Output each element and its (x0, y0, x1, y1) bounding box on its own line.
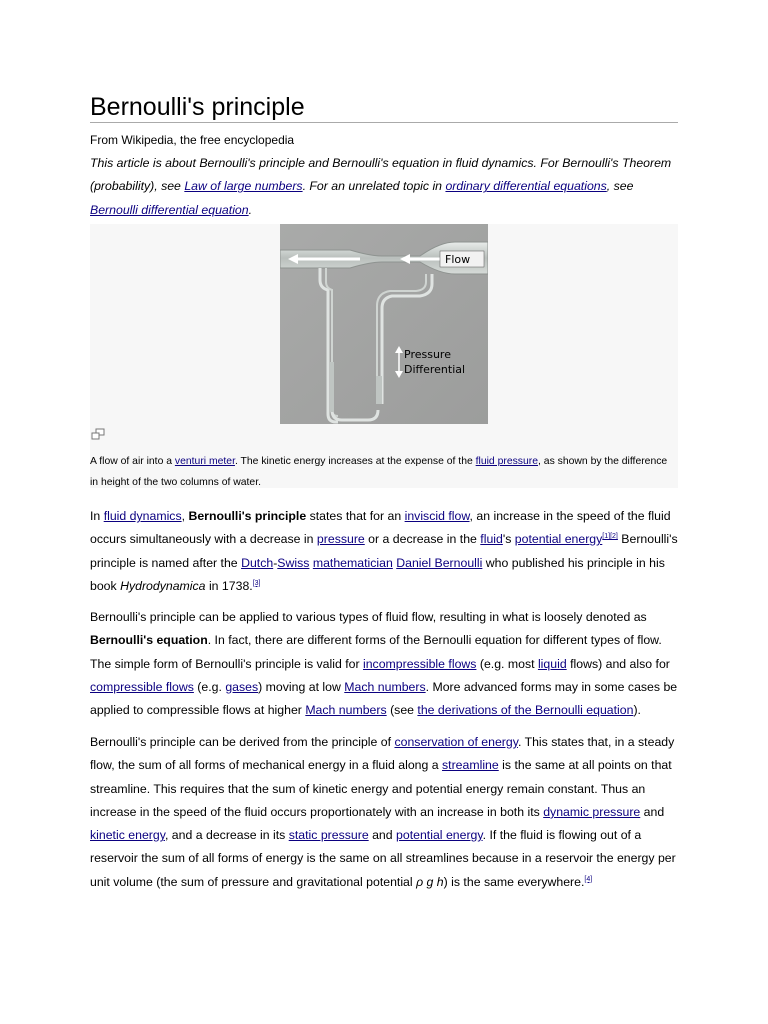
text: . More advanced forms may in some cases be applied to compressible flows at higher (90, 679, 678, 718)
text: 's (502, 532, 515, 547)
paragraph-1 (90, 505, 678, 598)
link-potential-energy[interactable]: potential energy (514, 532, 603, 547)
text: , (181, 509, 189, 523)
link-fluid[interactable]: fluid (480, 532, 503, 547)
text: and (640, 804, 665, 819)
text: . In fact, there are different forms of the Bernoulli equation for different types of flow. The simple form of Bernoulli's principle is valid for (90, 633, 662, 671)
link-compressible-flows[interactable]: compressible flows (90, 679, 194, 694)
link-venturi-meter[interactable]: venturi meter (174, 456, 235, 467)
text: (see (386, 703, 418, 718)
venturi-figure (90, 224, 678, 488)
paragraph-3 (90, 731, 678, 894)
citation-1-2[interactable]: [1][2] (602, 533, 618, 541)
text: ). (633, 703, 641, 718)
link-gases[interactable]: gases (225, 679, 259, 694)
pressure-label-1: Pressure (404, 348, 451, 361)
text: and (368, 828, 397, 843)
hatnote-text: , see (606, 179, 634, 194)
citation-3[interactable]: [3] (252, 579, 261, 587)
text: in 1738. (205, 578, 253, 593)
text: (e.g. (193, 679, 226, 694)
pressure-label-2: Differential (404, 363, 466, 376)
hatnote-text: . For an unrelated topic in (302, 179, 446, 194)
link-liquid[interactable]: liquid (537, 656, 567, 671)
venturi-meter-image[interactable] (280, 224, 488, 424)
text: ) moving at low (258, 679, 345, 694)
link-mathematician[interactable]: mathematician (312, 555, 393, 570)
italic-term: Hydrodynamica (120, 578, 206, 593)
text: is the same at all points on that streamline. This requires that the sum of kinetic energy and potential energy remain constant. Thus an increase in the speed of the fluid occurs proportionately with an increase in both its (90, 758, 672, 819)
link-bernoulli-differential-equation[interactable]: Bernoulli differential equation (90, 202, 249, 217)
text: Bernoulli's principle can be applied to various types of fluid flow, resulting in what is loosely denoted as (90, 610, 647, 624)
link-static-pressure[interactable]: static pressure (288, 828, 369, 843)
citation-4[interactable]: [4] (584, 875, 593, 883)
bold-term: Bernoulli's equation (90, 633, 208, 648)
page-title: Bernoulli's principle (90, 92, 678, 123)
link-streamline[interactable]: streamline (442, 758, 499, 773)
link-fluid-dynamics[interactable]: fluid dynamics (103, 509, 182, 523)
text: , and a decrease in its (164, 828, 289, 843)
link-potential-energy-2[interactable]: potential energy (396, 828, 483, 843)
link-mach-numbers[interactable]: Mach numbers (344, 679, 426, 694)
link-dynamic-pressure[interactable]: dynamic pressure (543, 804, 641, 819)
text: Bernoulli's principle can be derived from the principle of (90, 735, 395, 749)
link-dutch[interactable]: Dutch (241, 555, 274, 570)
paragraph-2 (90, 606, 678, 722)
hatnote-text: This article is about Bernoulli's principle and Bernoulli's equation in fluid dynamics. For Bernoulli's Theorem (probability), see (90, 156, 672, 194)
text: or a decrease in the (364, 532, 481, 547)
text: - (273, 555, 278, 570)
text: states that for an (306, 509, 405, 523)
link-ordinary-differential-equations[interactable]: ordinary differential equations (445, 179, 607, 194)
hatnote (90, 152, 678, 222)
figure-caption (90, 451, 678, 493)
flow-label: Flow (445, 253, 471, 266)
text: ) is the same everywhere. (443, 874, 585, 889)
text: who published his principle in his book (90, 555, 665, 593)
italic-formula: ρ g h (416, 874, 444, 889)
link-bernoulli-derivations[interactable]: the derivations of the Bernoulli equation (417, 703, 634, 718)
link-swiss[interactable]: Swiss (277, 555, 310, 570)
link-fluid-pressure[interactable]: fluid pressure (475, 456, 539, 467)
text: . If the fluid is flowing out of a reservoir the sum of all forms of energy is the same on all streamlines because in a reservoir the energy per unit volume (the sum of pressure and gravitational potential (90, 828, 676, 889)
text: . This states that, in a steady flow, the sum of all forms of mechanical energy in a fluid along a (90, 735, 675, 773)
caption-text: , as shown by the difference in height of the two columns of water. (90, 456, 668, 488)
caption-text: A flow of air into a (90, 456, 175, 467)
text: flows) and also for (566, 656, 670, 671)
link-daniel-bernoulli[interactable]: Daniel Bernoulli (396, 555, 483, 570)
link-kinetic-energy[interactable]: kinetic energy (90, 828, 165, 843)
link-inviscid-flow[interactable]: inviscid flow (404, 509, 470, 523)
bold-term: Bernoulli's principle (188, 509, 307, 523)
hatnote-text: . (248, 202, 253, 217)
text: , an increase in the speed of the fluid occurs simultaneously with a decrease in (90, 509, 671, 547)
caption-text: . The kinetic energy increases at the expense of the (234, 456, 476, 467)
link-law-of-large-numbers[interactable]: Law of large numbers (184, 179, 303, 194)
link-conservation-of-energy[interactable]: conservation of energy (394, 735, 518, 749)
text: Bernoulli's principle is named after the (90, 532, 678, 570)
link-mach-numbers-2[interactable]: Mach numbers (305, 703, 387, 718)
enlarge-icon[interactable] (91, 428, 105, 440)
site-subtitle: From Wikipedia, the free encyclopedia (90, 133, 295, 147)
link-incompressible-flows[interactable]: incompressible flows (362, 656, 477, 671)
text: In (90, 509, 104, 523)
text: (e.g. most (476, 656, 538, 671)
link-pressure[interactable]: pressure (316, 532, 365, 547)
